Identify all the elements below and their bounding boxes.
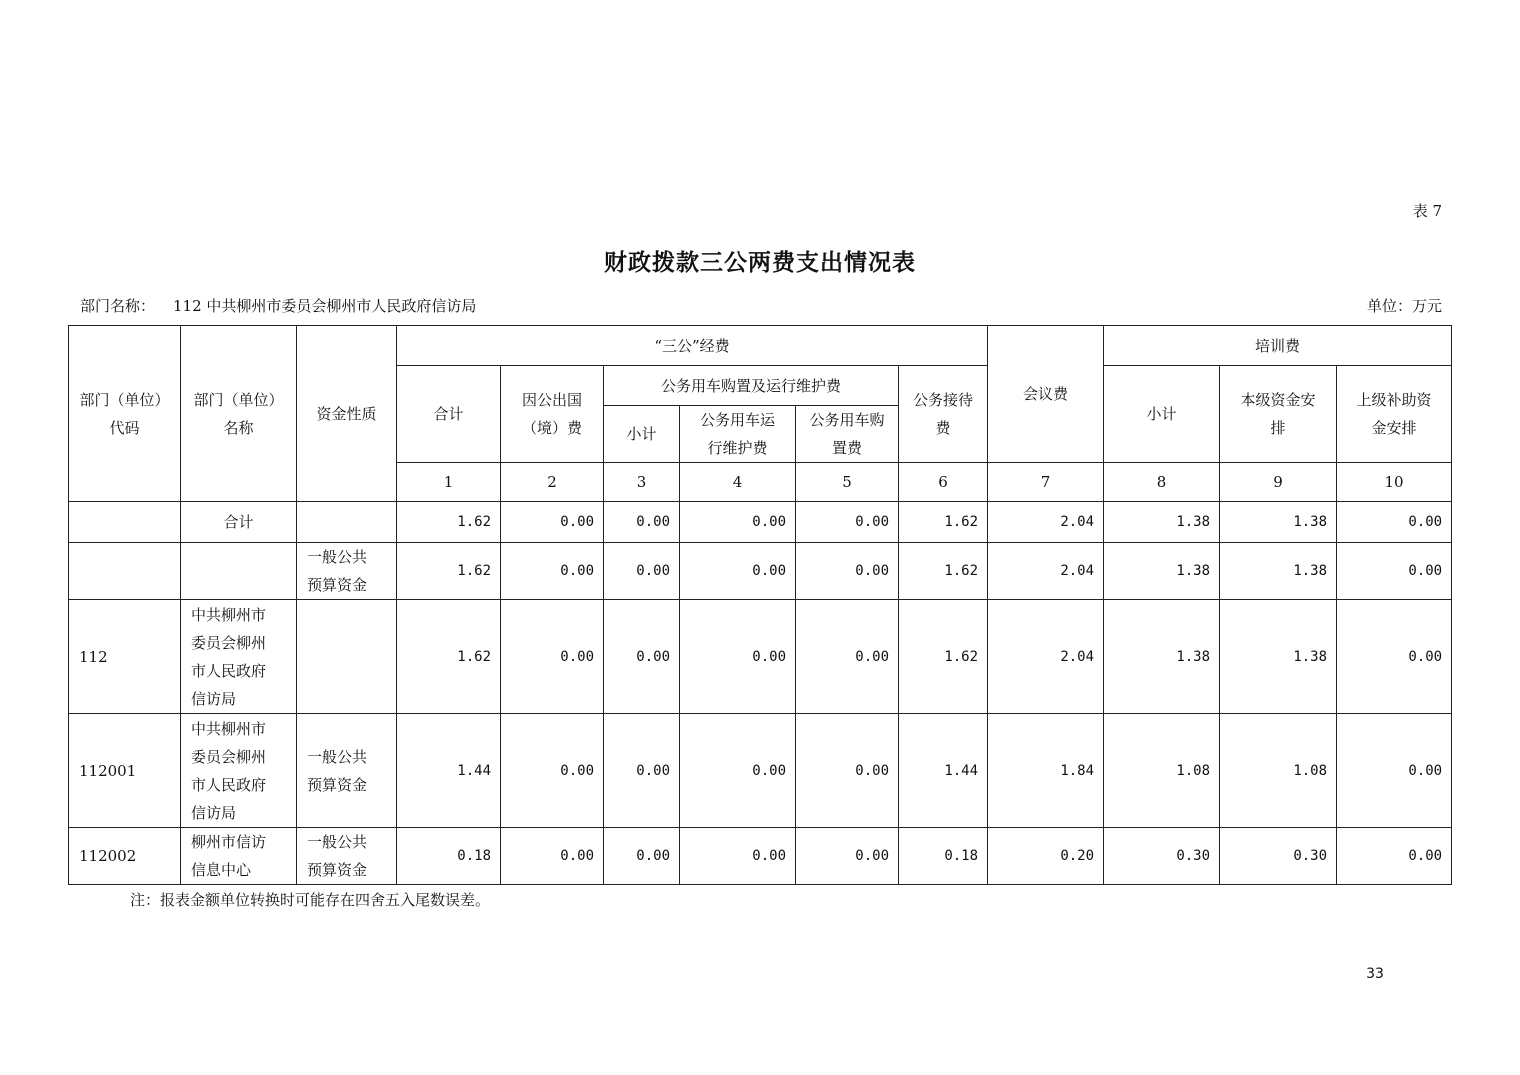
page-title: 财政拨款三公两费支出情况表: [604, 249, 916, 276]
column-number: 8: [1104, 463, 1220, 502]
cell-value: 1.62: [397, 502, 501, 543]
cell-value: 0.00: [1337, 502, 1452, 543]
cell-value: 0.00: [501, 828, 604, 885]
column-number: 4: [680, 463, 796, 502]
cell-value: 1.62: [397, 543, 501, 600]
cell-value: 0.00: [501, 600, 604, 714]
cell-value: 0.00: [796, 502, 899, 543]
cell-value: 0.00: [604, 502, 680, 543]
header-training-superior: 上级补助资 金安排: [1337, 366, 1452, 463]
cell-name: [181, 543, 297, 600]
cell-value: 0.00: [680, 828, 796, 885]
cell-value: 1.44: [899, 714, 988, 828]
cell-value: 0.00: [1337, 828, 1452, 885]
cell-fund: [297, 502, 397, 543]
cell-value: 1.84: [988, 714, 1104, 828]
cell-value: 1.62: [899, 543, 988, 600]
header-training: 培训费: [1104, 326, 1452, 366]
cell-value: 2.04: [988, 502, 1104, 543]
column-number: 1: [397, 463, 501, 502]
page-number: 33: [1366, 966, 1384, 982]
table-row: [69, 600, 1452, 714]
header-training-subtotal: 小计: [1104, 366, 1220, 463]
header-car-operation: 公务用车运 行维护费: [680, 406, 796, 463]
cell-value: 0.00: [604, 714, 680, 828]
cell-value: 0.00: [501, 543, 604, 600]
cell-code: 112002: [69, 828, 181, 885]
table-row: [69, 502, 1452, 543]
cell-code: [69, 543, 181, 600]
cell-value: 0.00: [680, 502, 796, 543]
cell-value: 1.38: [1220, 543, 1337, 600]
cell-value: 0.00: [604, 600, 680, 714]
expenditure-table: [68, 325, 1452, 885]
cell-code: 112001: [69, 714, 181, 828]
cell-value: 1.38: [1104, 543, 1220, 600]
header-reception: 公务接待 费: [899, 366, 988, 463]
cell-value: 0.00: [796, 714, 899, 828]
cell-value: 1.38: [1220, 502, 1337, 543]
cell-value: 2.04: [988, 543, 1104, 600]
table-number: 表 7: [1412, 202, 1442, 220]
cell-value: 0.00: [1337, 600, 1452, 714]
header-car-subtotal: 小计: [604, 406, 680, 463]
cell-name: 中共柳州市 委员会柳州 市人民政府 信访局: [181, 714, 297, 828]
cell-value: 0.20: [988, 828, 1104, 885]
header-car-purchase: 公务用车购 置费: [796, 406, 899, 463]
cell-value: 1.62: [899, 600, 988, 714]
cell-value: 0.00: [604, 828, 680, 885]
cell-value: 1.44: [397, 714, 501, 828]
cell-value: 0.00: [796, 828, 899, 885]
header-total: 合计: [397, 366, 501, 463]
cell-value: 0.00: [680, 714, 796, 828]
cell-value: 1.38: [1220, 600, 1337, 714]
column-number: 3: [604, 463, 680, 502]
department-label: 部门名称：: [80, 297, 156, 315]
cell-name: 中共柳州市 委员会柳州 市人民政府 信访局: [181, 600, 297, 714]
cell-fund: 一般公共 预算资金: [297, 714, 397, 828]
cell-fund: [297, 600, 397, 714]
cell-value: 0.00: [501, 714, 604, 828]
cell-value: 0.30: [1104, 828, 1220, 885]
cell-value: 1.62: [397, 600, 501, 714]
cell-value: 0.18: [899, 828, 988, 885]
cell-value: 1.08: [1220, 714, 1337, 828]
cell-value: 1.38: [1104, 502, 1220, 543]
column-number: 6: [899, 463, 988, 502]
cell-value: 0.00: [604, 543, 680, 600]
cell-value: 0.00: [1337, 714, 1452, 828]
header-car-group: 公务用车购置及运行维护费: [604, 366, 899, 406]
unit-label: 单位：万元: [1366, 297, 1442, 315]
header-abroad: 因公出国 （境）费: [501, 366, 604, 463]
cell-code: [69, 502, 181, 543]
cell-value: 0.00: [680, 600, 796, 714]
table-row: [69, 828, 1452, 885]
department-value: 112 中共柳州市委员会柳州市人民政府信访局: [173, 297, 477, 315]
cell-value: 0.00: [796, 600, 899, 714]
header-dept-name: 部门（单位） 名称: [181, 326, 297, 502]
cell-value: 2.04: [988, 600, 1104, 714]
header-meeting: 会议费: [988, 326, 1104, 463]
cell-name: 柳州市信访 信息中心: [181, 828, 297, 885]
header-three-public: “三公”经费: [397, 326, 988, 366]
cell-fund: 一般公共 预算资金: [297, 828, 397, 885]
table-row: [69, 543, 1452, 600]
column-number: 2: [501, 463, 604, 502]
cell-value: 0.00: [796, 543, 899, 600]
column-number: 10: [1337, 463, 1452, 502]
cell-value: 1.08: [1104, 714, 1220, 828]
header-dept-code: 部门（单位） 代码: [69, 326, 181, 502]
header-fund-type: 资金性质: [297, 326, 397, 502]
header-training-local: 本级资金安 排: [1220, 366, 1337, 463]
cell-value: 1.38: [1104, 600, 1220, 714]
department-line: [80, 295, 494, 316]
footnote: 注：报表金额单位转换时可能存在四舍五入尾数误差。: [130, 891, 491, 909]
cell-code: 112: [69, 600, 181, 714]
cell-value: 1.62: [899, 502, 988, 543]
cell-name: 合计: [181, 502, 297, 543]
column-number: 7: [988, 463, 1104, 502]
cell-value: 0.18: [397, 828, 501, 885]
table-row: [69, 714, 1452, 828]
cell-value: 0.00: [680, 543, 796, 600]
cell-fund: 一般公共 预算资金: [297, 543, 397, 600]
column-number: 5: [796, 463, 899, 502]
cell-value: 0.30: [1220, 828, 1337, 885]
column-number: 9: [1220, 463, 1337, 502]
cell-value: 0.00: [501, 502, 604, 543]
cell-value: 0.00: [1337, 543, 1452, 600]
